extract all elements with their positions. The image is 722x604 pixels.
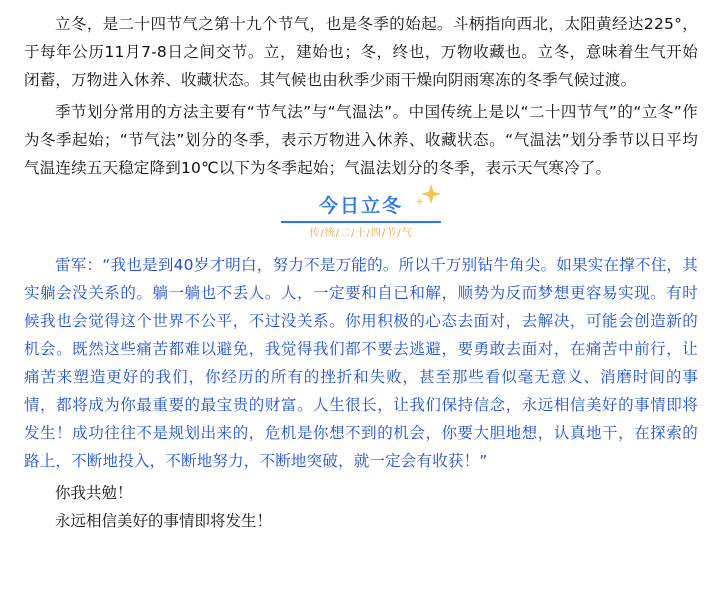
figure-lidong-badge [24, 190, 698, 241]
sparkle-icon [415, 184, 445, 210]
badge-title: 今日立冬 [318, 195, 403, 217]
paragraph-quote-leijun: 雷军：“我也是到40岁才明白，努力不是万能的。所以千万别钻牛角尖。如果实在撑不住，其实躺会没关系的。躺一躺也不丢人。人，一定要和自已和解，顺势为反而梦想更容易实现。有时候我也会觉得这个世界不公平，不过没关系。你用积极的心态去面对，去解决，可能会创造新的机会。既然这些痛苦都难以避免，我觉得我们都不要去逃避，要勇敢去面对，在痛苦中前行，让痛苦来塑造更好的我们，你经历的所有的挫折和失败，甚至那些看似毫无意义、消磨时间的事情，都将成为你最重要的最宝贵的财富。人生很长，让我们保持信念，永远相信美好的事情即将发生！成功往往不是规划出来的，危机是你想不到的机会，你要大胆地想，认真地干，在探索的路上，不断地投入，不断地努力，不断地突破，就一定会有收获！” [24, 256, 698, 470]
badge-divider [281, 221, 441, 223]
paragraph-encouragement: 你我共勉！ [55, 484, 133, 502]
paragraph-season-division: 季节划分常用的方法主要有“节气法”与“气温法”。中国传统上是以“二十四节气”的“立冬”作为冬季起始；“节气法”划分的冬季，表示万物进入休养、收藏状态。“气温法”划分季节以日平均气温连续五天稳定降到10℃以下为冬季起始；气温法划分的冬季，表示天气寒冷了。 [24, 103, 698, 177]
paragraph-closing: 永远相信美好的事情即将发生！ [55, 512, 273, 530]
paragraph-lidong-definition: 立冬，是二十四节气之第十九个节气，也是冬季的始起。斗柄指向西北，太阳黄经达225°，于每年公历11月7-8日之间交节。立，建始也；冬，终也，万物收藏也。立冬，意味着生气开始闭蓄，万物进入休养、收藏状态。其气候也由秋季少雨干燥向阴雨寒冻的冬季气候过渡。 [24, 15, 698, 89]
badge-subtitle: 传/统/二/十/四/节/气 [309, 228, 413, 239]
badge-container [275, 190, 447, 241]
